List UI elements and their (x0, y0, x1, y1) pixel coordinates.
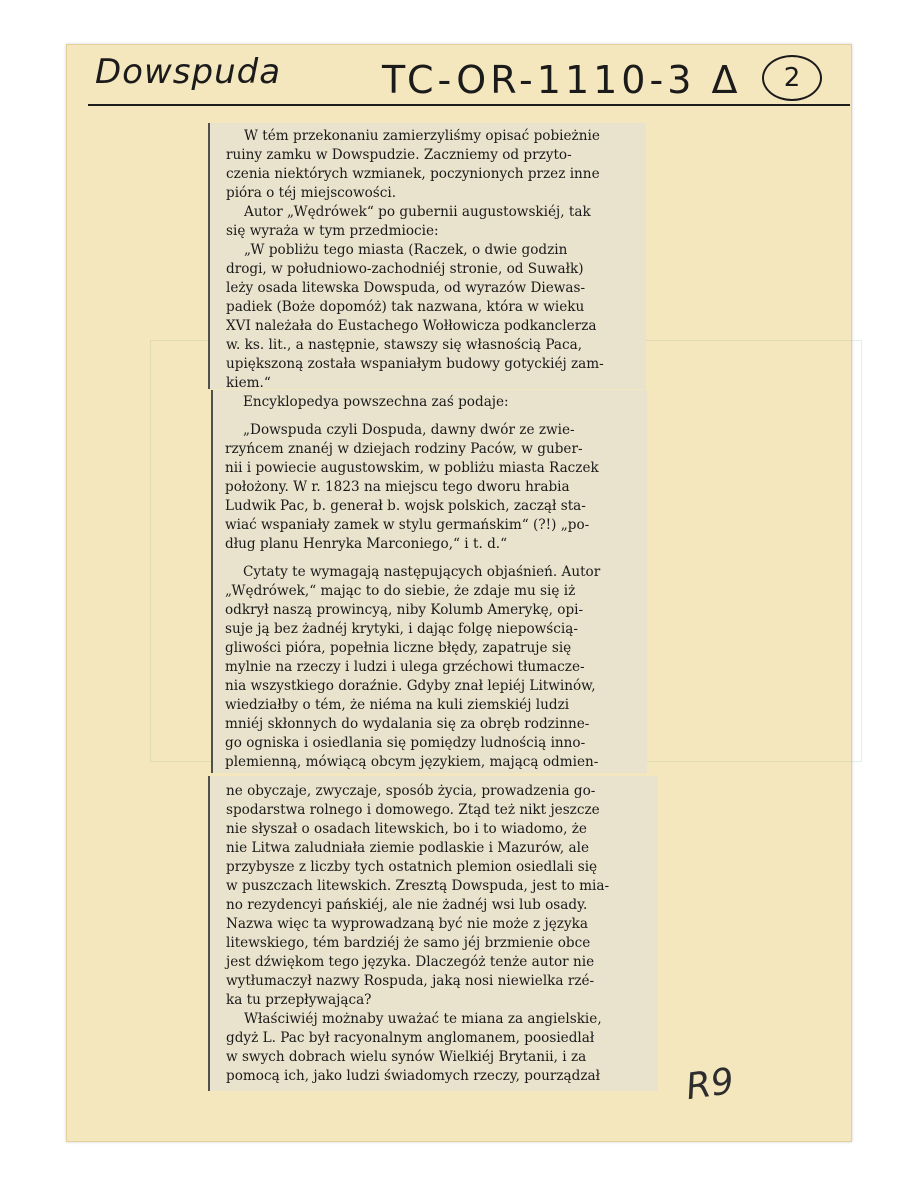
text-line: „Wędrówek,“ mając to do siebie, że zdaje mu się iż (225, 583, 576, 599)
text-line: się wyraża w tym przedmiocie: (226, 223, 439, 239)
text-line: odkrył naszą prowincyą, niby Kolumb Amerykę, opi- (225, 602, 584, 618)
text-line: mylnie na rzeczy i ludzi i ulega grzéchowi tłumacze- (225, 659, 585, 675)
text-line: gliwości pióra, popełnia liczne błędy, zapatruje się (225, 640, 572, 656)
text-line: pióra o téj miejscowości. (226, 185, 397, 201)
handwritten-reference: TC-OR-1110-3 Δ (382, 58, 742, 102)
text-line: rzyńcem znanéj w dziejach rodziny Paców, w guber- (225, 441, 583, 457)
text-line: nia wszystkiego doraźnie. Gdyby znał lepiéj Litwinów, (225, 678, 596, 694)
text-line: Nazwa więc ta wyprowadzaną być nie może z języka (226, 916, 588, 932)
text-line: gdyż L. Pac był racyonalnym anglomanem, poosiedlał (226, 1030, 595, 1046)
text-line: ruiny zamku w Dowspudzie. Zaczniemy od przyto- (226, 147, 572, 163)
text-line: Cytaty te wymagają następujących objaśnień. Autor (243, 564, 601, 580)
header-rule (88, 104, 850, 106)
text-line: kiem.“ (226, 375, 271, 389)
text-line: Encyklopedya powszechna zaś podaje: (243, 394, 509, 410)
text-line: spodarstwa rolnego i domowego. Ztąd też nikt jeszcze (226, 802, 600, 818)
newspaper-clipping-3 (208, 776, 658, 1091)
text-line: XVI należała do Eustachego Wołłowicza podkanclerza (226, 318, 597, 334)
text-line: wiedziałby o tém, że niéma na kuli ziemskiéj ludzi (225, 697, 570, 713)
handwritten-place-name: Dowspuda (95, 52, 282, 92)
text-line: „W pobliżu tego miasta (Raczek, o dwie godzin (244, 242, 568, 258)
text-line: Właściwiéj możnaby uważać te miana za angielskie, (244, 1011, 602, 1027)
newspaper-clipping-1 (208, 123, 646, 389)
text-line: w swych dobrach wielu synów Wielkiéj Brytanii, i za (226, 1049, 587, 1065)
text-line: położony. W r. 1823 na miejscu tego dworu hrabia (225, 479, 570, 495)
text-line: ne obyczaje, zwyczaje, sposób życia, prowadzenia go- (226, 783, 596, 799)
text-line: pomocą ich, jako ludzi świadomych rzeczy, pourządzał (226, 1068, 601, 1084)
handwritten-archive-mark: R9 (683, 1060, 737, 1109)
handwritten-page-number: 2 (762, 55, 822, 101)
text-line: w. ks. lit., a następnie, stawszy się własnością Paca, (226, 337, 583, 353)
text-line: mniéj skłonnych do wydalania się za obręb rodzinne- (225, 716, 590, 732)
text-line: leży osada litewska Dowspuda, od wyrazów Diewas- (226, 280, 586, 296)
text-line: nie Litwa zaludniała ziemie podlaskie i Mazurów, ale (226, 840, 590, 856)
text-line: „Dowspuda czyli Dospuda, dawny dwór ze zwie- (243, 422, 575, 438)
text-line: Ludwik Pac, b. generał b. wojsk polskich, zaczął sta- (225, 498, 586, 514)
text-line: nie słyszał o osadach litewskich, bo i to wiadomo, że (226, 821, 587, 837)
text-line: przybysze z liczby tych ostatnich plemion osiedlali się (226, 859, 598, 875)
text-line: ka tu przepływająca? (226, 992, 372, 1008)
text-line: no rezydencyi pańskiéj, ale nie żadnéj wsi lub osady. (226, 897, 588, 913)
text-line: upiększoną została wspaniałym budowy gotyckiéj zam- (226, 356, 604, 372)
clipping-edge (208, 123, 210, 389)
text-line: padiek (Boże dopomóż) tak nazwana, która w wieku (226, 299, 585, 315)
text-line: jest dźwiękom tego języka. Dlaczegóż tenże autor nie (226, 954, 595, 970)
newspaper-clipping-2 (211, 390, 647, 773)
text-line: drogi, w południowo-zachodniéj stronie, od Suwałk) (226, 261, 584, 277)
text-line: suje ją bez żadnéj krytyki, i dając folgę niepowścią- (225, 621, 578, 637)
text-line: w puszczach litewskich. Zresztą Dowspuda, jest to mia- (226, 878, 610, 894)
text-line: go ogniska i osiedlania się pomiędzy ludnością inno- (225, 735, 586, 751)
text-line: wiać wspaniały zamek w stylu germańskim“ (?!) „po- (225, 517, 590, 533)
clipping-edge (211, 390, 213, 773)
text-line: W tém przekonaniu zamierzyliśmy opisać pobieżnie (244, 128, 600, 144)
text-line: nii i powiecie augustowskim, w pobliżu miasta Raczek (225, 460, 599, 476)
text-line: dług planu Henryka Marconiego,“ i t. d.“ (225, 536, 508, 552)
clipping-edge (208, 776, 210, 1091)
text-line: czenia niektórych wzmianek, poczynionych przez inne (226, 166, 600, 182)
text-line: wytłumaczył nazwy Rospuda, jaką nosi niewielka rzé- (226, 973, 595, 989)
text-line: litewskiego, tém bardziéj że samo jéj brzmienie obce (226, 935, 591, 951)
text-line: Autor „Wędrówek“ po gubernii augustowskiéj, tak (244, 204, 591, 220)
text-line: plemienną, mówiącą obcym językiem, mającą odmien- (225, 754, 599, 770)
